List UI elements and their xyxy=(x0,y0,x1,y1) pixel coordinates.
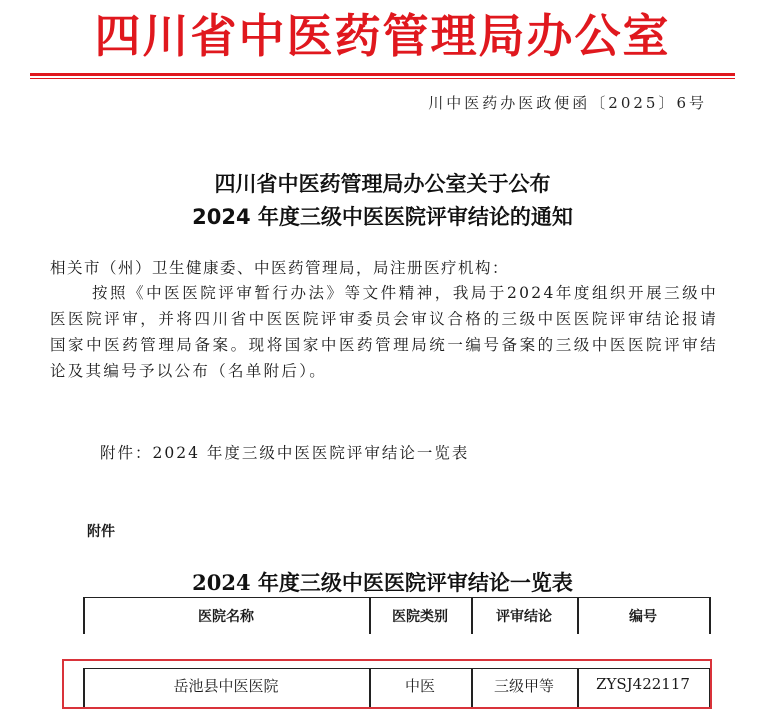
red-header-rule-thin xyxy=(30,78,735,79)
issuing-office-title: 四川省中医药管理局办公室 xyxy=(94,9,671,63)
notice-body: 按照《中医医院评审暂行办法》等文件精神，我局于2024年度组织开展三级中医医院评审，并将四川省中医医院评审委员会审议合格的三级中医医院评审结论报请国家中医药管理局备案。现将国家中医药管理局统一编号备案的三级中医医院评审结论及其编号予以公布（名单附后）。 xyxy=(50,284,718,380)
hospital-category-cell: 中医 xyxy=(404,677,435,695)
attachment-reference: 附件：2024 年度三级中医医院评审结论一览表 xyxy=(100,444,470,462)
results-table-header xyxy=(83,597,711,637)
addressee: 相关市（州）卫生健康委、中医药管理局，局注册医疗机构： xyxy=(50,259,510,277)
document-number: 川中医药办医政便函〔2025〕6号 xyxy=(428,94,707,112)
column-header-category: 医院类别 xyxy=(392,609,448,625)
red-header-rule xyxy=(30,73,735,76)
annex-label: 附件 xyxy=(87,524,115,540)
column-header-code: 编号 xyxy=(629,609,657,625)
table-border-right xyxy=(709,598,711,634)
notice-title-line-2: 2024 年度三级中医医院评审结论的通知 xyxy=(192,205,573,229)
column-header-hospital-name: 医院名称 xyxy=(198,609,254,625)
notice-title-line-1: 四川省中医药管理局办公室关于公布 xyxy=(214,172,551,196)
hospital-name-cell: 岳池县中医医院 xyxy=(173,677,279,695)
column-header-conclusion: 评审结论 xyxy=(496,609,552,625)
review-conclusion-cell: 三级甲等 xyxy=(493,677,554,695)
registration-code-cell: ZYSJ422117 xyxy=(596,675,690,693)
highlight-box xyxy=(62,659,712,709)
table-title: 2024 年度三级中医医院评审结论一览表 xyxy=(192,570,573,595)
